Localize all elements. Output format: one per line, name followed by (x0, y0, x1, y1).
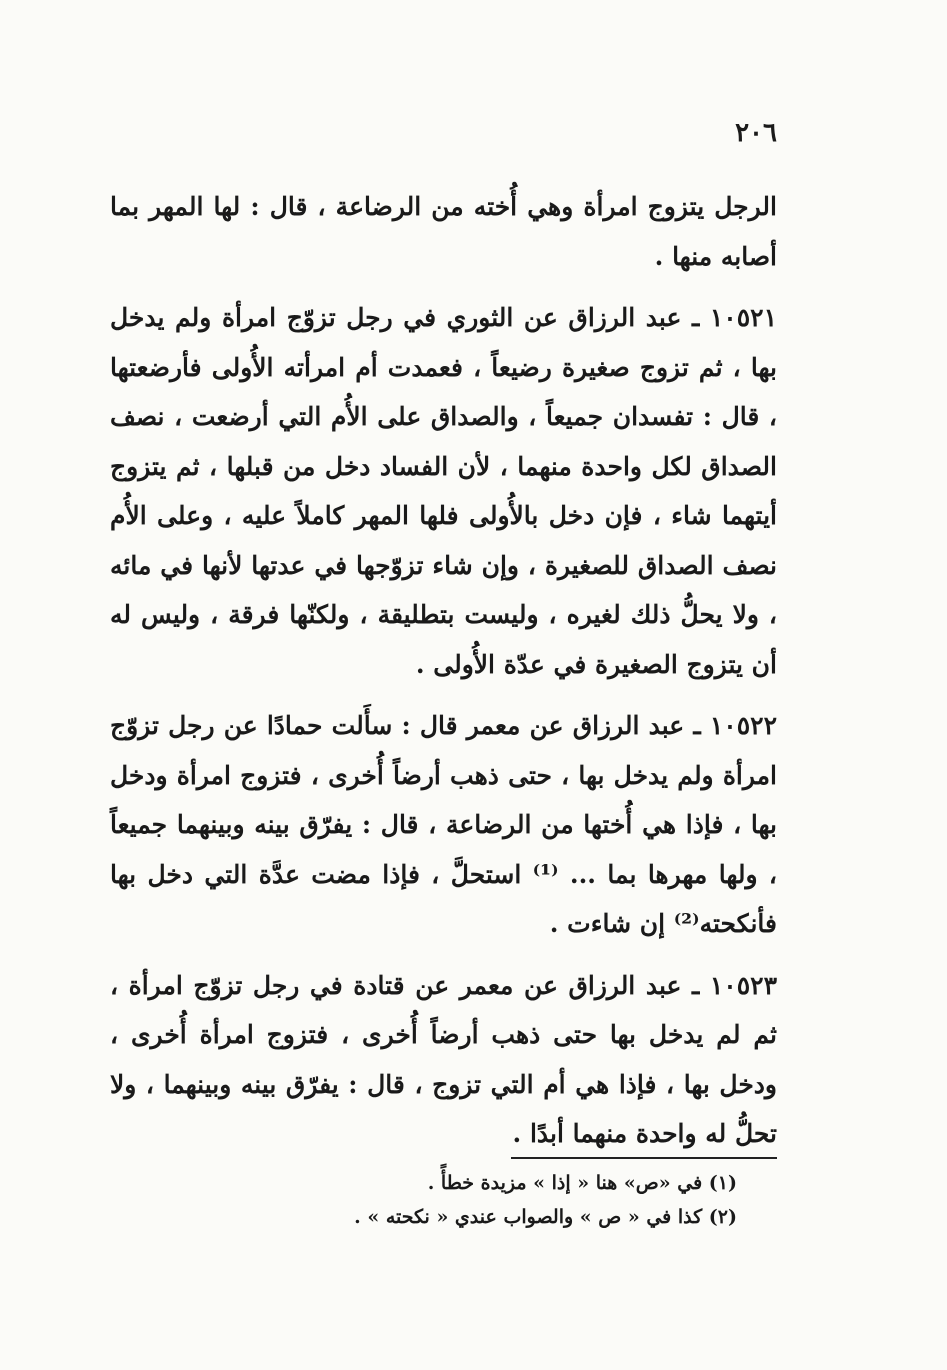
page-number: ٢٠٦ (735, 118, 777, 148)
footnote-2: (٢) كذا في « ص » والصواب عندي « نكحته » . (354, 1206, 737, 1228)
paragraph-10523: ١٠٥٢٣ ـ عبد الرزاق عن معمر عن قتادة في رجل تزوّج امرأة ، ثم لم يدخل بها حتى ذهب أرضاً أُخرى ، فتزوج امرأة أُخرى ، ودخل بها ، فإذا هي أم التي تزوج ، قال : يفرّق بينه وبينهما ، ولا تحلُّ له واحدة منهما أبدًا . (110, 970, 777, 1148)
footnotes (157, 1166, 737, 1234)
main-text (110, 182, 777, 1159)
footnote-1: (١) في «ص» هنا « إذا » مزيدة خطأً . (427, 1172, 737, 1194)
paragraph-intro: الرجل يتزوج امرأة وهي أُخته من الرضاعة ، قال : لها المهر بما أصابه منها . (110, 192, 777, 271)
footnote-separator (511, 1157, 777, 1159)
paragraph-10522: ١٠٥٢٢ ـ عبد الرزاق عن معمر قال : سأَلت حمادًا عن رجل تزوّج امرأة ولم يدخل بها ، حتى ذهب أرضاً أُخرى ، فتزوج امرأة ودخل بها ، فإذا هي أُختها من الرضاعة ، قال : يفرّق بينه وبينهما جميعاً ، ولها مهرها بما ... ⁽¹⁾ استحلَّ ، فإذا مضت عدَّة التي دخل بها فأنكحته⁽²⁾ إن شاءت . (110, 711, 778, 938)
paragraph-10521: ١٠٥٢١ ـ عبد الرزاق عن الثوري في رجل تزوّج امرأة ولم يدخل بها ، ثم تزوج صغيرة رضيعاً ، فعمدت أم امرأته الأُولى فأرضعتها ، قال : تفسدان جميعاً ، والصداق على الأُم التي أرضعت ، نصف الصداق لكل واحدة منهما ، لأن الفساد دخل من قبلها ، ثم يتزوج أيتهما شاء ، فإن دخل بالأُولى فلها المهر كاملاً عليه ، وعلى الأُم نصف الصداق للصغيرة ، وإن شاء تزوّجها في عدتها لأنها في مائه ، ولا يحلُّ ذلك لغيره ، وليست بتطليقة ، ولكنّها فرقة ، وليس له أن يتزوج الصغيرة في عدّة الأُولى . (110, 303, 777, 679)
